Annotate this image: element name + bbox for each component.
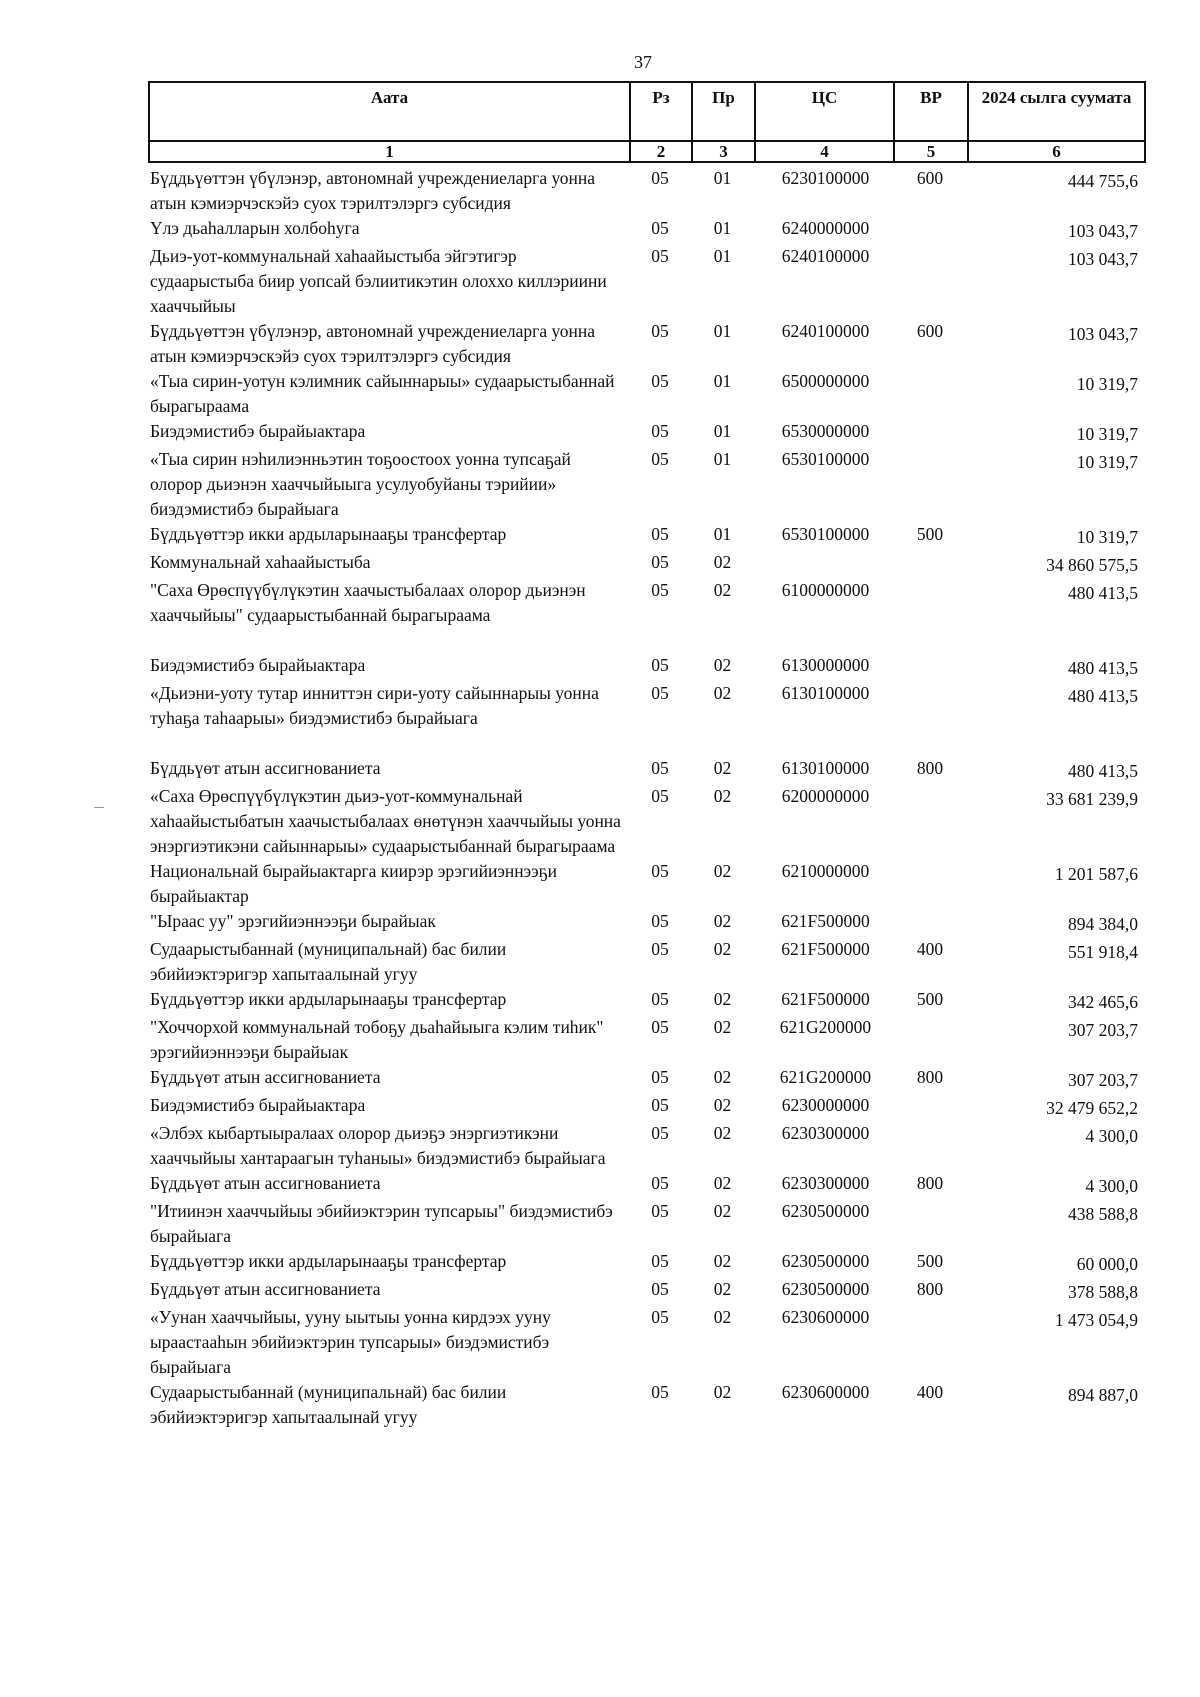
row-vr: 800: [916, 1067, 944, 1087]
row-rz: 05: [651, 449, 669, 469]
row-sum: 33 681 239,9: [1046, 789, 1138, 809]
row-cs: 6530100000: [781, 449, 870, 469]
row-cs: 621G200000: [779, 1017, 872, 1037]
row-sum: 444 755,6: [1068, 171, 1138, 191]
table-row: [148, 987, 1144, 1015]
row-rz: 05: [651, 246, 669, 266]
row-sum: 551 918,4: [1068, 942, 1138, 962]
row-vr: [893, 550, 967, 578]
column-header-rz: Рз: [630, 82, 692, 141]
row-rz: 05: [651, 1017, 669, 1037]
row-name: Судаарыстыбаннай (муниципальнай) бас билии эбийиэктэригэр хапытаалынай угуу: [150, 939, 507, 984]
row-vr: [893, 1093, 967, 1121]
row-name: «Дьиэни-уоту тутар инниттэн сири-уоту сайыннарыы уонна туһаҕа таһаарыы» биэдэмистибэ бырайыага: [150, 683, 599, 728]
table-row: [148, 784, 1144, 859]
row-vr: [893, 244, 967, 319]
row-pr: 02: [713, 1017, 732, 1037]
row-name: Бүддьүөт атын ассигнованиета: [150, 1067, 381, 1087]
row-sum: 34 860 575,5: [1046, 555, 1138, 575]
row-rz: 05: [651, 524, 669, 544]
table-row: [148, 1199, 1144, 1249]
row-rz: 05: [651, 1251, 669, 1271]
row-name: "Ыраас уу" эрэгийиэннээҕи бырайыак: [150, 911, 436, 931]
row-pr: 02: [713, 1067, 732, 1087]
row-rz: 05: [651, 1279, 669, 1299]
row-name: Бүддьүөттэр икки ардыларынааҕы трансфертар: [150, 524, 507, 544]
row-sum: 60 000,0: [1076, 1254, 1138, 1274]
table-row: [148, 1093, 1144, 1121]
row-name: Бүддьүөттэн үбүлэнэр, автономнай учреждениеларга уонна атын кэмиэрчэскэйэ суох тэрилтэлэргэ субсидия: [150, 321, 596, 366]
row-cs: 6200000000: [781, 786, 870, 806]
row-cs: 6230500000: [781, 1251, 870, 1271]
row-cs: 6230300000: [781, 1173, 870, 1193]
column-number: 5: [894, 141, 968, 162]
row-sum: 307 203,7: [1068, 1070, 1138, 1090]
row-vr: [893, 784, 967, 859]
table-row: [148, 578, 1144, 653]
row-vr: [893, 369, 967, 419]
table-row: [148, 1065, 1144, 1093]
row-name: Биэдэмистибэ бырайыактара: [150, 421, 366, 441]
row-vr: [893, 1305, 967, 1380]
row-name: Бүддьүөттэн үбүлэнэр, автономнай учреждениеларга уонна атын кэмиэрчэскэйэ суох тэрилтэлэргэ субсидия: [150, 168, 596, 213]
row-rz: 05: [651, 421, 669, 441]
column-header-name: Аата: [149, 82, 630, 141]
row-pr: 02: [713, 552, 732, 572]
row-rz: 05: [651, 655, 669, 675]
row-rz: 05: [651, 1201, 669, 1221]
row-pr: 02: [713, 1251, 732, 1271]
table-row: [148, 1277, 1144, 1305]
column-number-row: [149, 141, 1145, 162]
row-rz: 05: [651, 580, 669, 600]
row-cs: 621F500000: [781, 939, 870, 959]
row-name: Биэдэмистибэ бырайыактара: [150, 655, 366, 675]
row-pr: 02: [713, 786, 732, 806]
row-name: «Саха Өрөспүүбүлүкэтин дьиэ-уот-коммунальнай хаһаайыстыбатын хаачыстыбалаах өнөтүнэн хааччыйыы уонна энэргиэтикэни сайыннарыы» судаарыстыбаннай бырагыраама: [150, 786, 621, 856]
row-cs: 6130100000: [781, 758, 870, 778]
row-rz: 05: [651, 371, 669, 391]
row-pr: 02: [713, 1123, 732, 1143]
row-sum: 10 319,7: [1076, 424, 1138, 444]
table-row: [148, 319, 1144, 369]
row-sum: 4 300,0: [1085, 1176, 1138, 1196]
table-row: [148, 550, 1144, 578]
column-header-pr: Пр: [692, 82, 755, 141]
table-row: [148, 522, 1144, 550]
table-row: [148, 859, 1144, 909]
budget-table: [148, 166, 1144, 1430]
column-number: 6: [968, 141, 1145, 162]
row-sum: 10 319,7: [1076, 374, 1138, 394]
table-row: [148, 216, 1144, 244]
row-sum: 342 465,6: [1068, 992, 1138, 1012]
row-pr: 01: [713, 524, 732, 544]
row-pr: 02: [713, 989, 732, 1009]
column-header-vr: ВР: [894, 82, 968, 141]
row-name: «Тыа сирин нэһилиэнньэтин тоҕоостоох уонна тупсаҕай олорор дьиэнэн хааччыйыыга усулуобуйаны тэрийии» биэдэмистибэ бырайыага: [150, 449, 571, 519]
table-header: [148, 81, 1146, 163]
row-cs: 6230000000: [781, 1095, 870, 1115]
row-sum: 894 887,0: [1068, 1385, 1138, 1405]
row-sum: 10 319,7: [1076, 527, 1138, 547]
row-vr: [893, 1121, 967, 1171]
row-rz: 05: [651, 321, 669, 341]
row-vr: 400: [916, 1382, 944, 1402]
column-number: 3: [692, 141, 755, 162]
row-cs: 6500000000: [781, 371, 870, 391]
row-name: Бүддьүөт атын ассигнованиета: [150, 1279, 381, 1299]
row-cs: 6240100000: [781, 246, 870, 266]
row-cs: 6230300000: [781, 1123, 870, 1143]
row-sum: 103 043,7: [1068, 324, 1138, 344]
table-body: [148, 166, 1144, 1430]
table-row: [148, 653, 1144, 681]
table-row: [148, 1121, 1144, 1171]
row-sum: 10 319,7: [1076, 452, 1138, 472]
row-rz: 05: [651, 1173, 669, 1193]
row-sum: 894 384,0: [1068, 914, 1138, 934]
column-number: 2: [630, 141, 692, 162]
row-rz: 05: [651, 1095, 669, 1115]
table-row: [148, 447, 1144, 522]
row-rz: 05: [651, 218, 669, 238]
row-vr: [893, 681, 967, 756]
row-sum: 480 413,5: [1068, 761, 1138, 781]
row-vr: 800: [916, 1279, 944, 1299]
row-vr: 500: [916, 1251, 944, 1271]
row-vr: [893, 216, 967, 244]
row-cs: 6230100000: [781, 168, 870, 188]
row-pr: 02: [713, 758, 732, 778]
row-name: "Итиинэн хааччыйыы эбийиэктэрин тупсарыы" биэдэмистибэ бырайыага: [150, 1201, 613, 1246]
row-name: Бүддьүөттэр икки ардыларынааҕы трансфертар: [150, 989, 507, 1009]
row-rz: 05: [651, 552, 669, 572]
row-rz: 05: [651, 861, 669, 881]
row-sum: 480 413,5: [1068, 658, 1138, 678]
row-cs: 6230600000: [781, 1382, 870, 1402]
table-row: [148, 369, 1144, 419]
row-sum: 103 043,7: [1068, 249, 1138, 269]
row-rz: 05: [651, 989, 669, 1009]
row-vr: 600: [916, 321, 944, 341]
row-rz: 05: [651, 1382, 669, 1402]
row-rz: 05: [651, 939, 669, 959]
table-row: [148, 937, 1144, 987]
row-rz: 05: [651, 168, 669, 188]
row-vr: [893, 447, 967, 522]
row-pr: 01: [713, 218, 732, 238]
column-number: 4: [755, 141, 894, 162]
row-pr: 02: [713, 939, 732, 959]
row-name: "Хоччорхой коммунальнай тобоҕу дьаһайыыга кэлим тиһик" эрэгийиэннээҕи бырайыак: [150, 1017, 604, 1062]
row-name: Коммунальнай хаһаайыстыба: [150, 552, 371, 572]
row-rz: 05: [651, 758, 669, 778]
margin-mark: [94, 807, 104, 808]
row-pr: 02: [713, 861, 732, 881]
row-vr: 500: [916, 989, 944, 1009]
row-cs: 621G200000: [779, 1067, 872, 1087]
row-cs: 6230500000: [781, 1279, 870, 1299]
row-sum: 438 588,8: [1068, 1204, 1138, 1224]
row-pr: 01: [713, 421, 732, 441]
row-pr: 02: [713, 1307, 732, 1327]
table-row: [148, 1015, 1144, 1065]
row-rz: 05: [651, 1123, 669, 1143]
row-rz: 05: [651, 1307, 669, 1327]
row-cs: 6230600000: [781, 1307, 870, 1327]
row-name: Бүддьүөт атын ассигнованиета: [150, 1173, 381, 1193]
table-row: [148, 1249, 1144, 1277]
row-pr: 02: [713, 655, 732, 675]
row-name: Бүддьүөт атын ассигнованиета: [150, 758, 381, 778]
page-number: 37: [634, 52, 652, 72]
row-sum: 1 473 054,9: [1054, 1310, 1138, 1330]
row-cs: 6130000000: [781, 655, 870, 675]
row-pr: 01: [713, 321, 732, 341]
row-vr: [893, 859, 967, 909]
row-vr: [893, 909, 967, 937]
row-vr: 500: [916, 524, 944, 544]
row-pr: 01: [713, 168, 732, 188]
row-pr: 02: [713, 1279, 732, 1299]
column-header-sum: 2024 сылга суумата: [968, 82, 1145, 141]
table-row: [148, 681, 1144, 756]
row-sum: 4 300,0: [1085, 1126, 1138, 1146]
row-cs: 621F500000: [781, 911, 870, 931]
row-vr: [893, 653, 967, 681]
table-row: [148, 419, 1144, 447]
row-pr: 02: [713, 1095, 732, 1115]
row-vr: [893, 578, 967, 653]
row-sum: 480 413,5: [1068, 686, 1138, 706]
row-name: Бүддьүөттэр икки ардыларынааҕы трансфертар: [150, 1251, 507, 1271]
row-cs: [754, 550, 893, 578]
row-cs: 6130100000: [781, 683, 870, 703]
row-cs: 6100000000: [781, 580, 870, 600]
row-name: «Элбэх кыбартыыралаах олорор дьиэҕэ энэргиэтикэни хааччыйыы хантараагын туһаныы» биэдэмистибэ бырайыага: [150, 1123, 606, 1168]
row-name: Судаарыстыбаннай (муниципальнай) бас билии эбийиэктэригэр хапытаалынай угуу: [150, 1382, 507, 1427]
row-vr: 800: [916, 758, 944, 778]
row-pr: 02: [713, 1382, 732, 1402]
row-name: Биэдэмистибэ бырайыактара: [150, 1095, 366, 1115]
row-cs: 6240100000: [781, 321, 870, 341]
column-header-cs: ЦС: [755, 82, 894, 141]
row-pr: 01: [713, 449, 732, 469]
row-cs: 6530100000: [781, 524, 870, 544]
table-row: [148, 166, 1144, 216]
row-vr: [893, 1199, 967, 1249]
row-pr: 02: [713, 1201, 732, 1221]
row-name: Үлэ дьаһалларын холбоһуга: [150, 218, 360, 238]
row-vr: 600: [916, 168, 944, 188]
row-name: "Саха Өрөспүүбүлүкэтин хаачыстыбалаах олорор дьиэнэн хааччыйыы" судаарыстыбаннай бырагыраама: [150, 580, 586, 625]
row-name: «Уунан хааччыйыы, ууну ыытыы уонна кирдээх ууну ыраастааһын эбийиэктэрин тупсарыы» биэдэмистибэ бырайыага: [150, 1307, 551, 1377]
column-number: 1: [149, 141, 630, 162]
row-cs: 6230500000: [781, 1201, 870, 1221]
row-sum: 480 413,5: [1068, 583, 1138, 603]
row-sum: 32 479 652,2: [1046, 1098, 1138, 1118]
row-sum: 307 203,7: [1068, 1020, 1138, 1040]
row-cs: 6530000000: [781, 421, 870, 441]
row-vr: [893, 419, 967, 447]
table-row: [148, 244, 1144, 319]
row-cs: 6240000000: [781, 218, 870, 238]
row-sum: 103 043,7: [1068, 221, 1138, 241]
row-cs: 621F500000: [781, 989, 870, 1009]
column-header-row: [149, 82, 1145, 141]
table-row: [148, 756, 1144, 784]
row-rz: 05: [651, 683, 669, 703]
row-name: «Тыа сирин-уотун кэлимник сайыннарыы» судаарыстыбаннай бырагыраама: [150, 371, 615, 416]
row-pr: 02: [713, 911, 732, 931]
row-cs: 6210000000: [781, 861, 870, 881]
table-row: [148, 1305, 1144, 1380]
row-sum: 378 588,8: [1068, 1282, 1138, 1302]
table-row: [148, 1380, 1144, 1430]
row-vr: [893, 1015, 967, 1065]
row-rz: 05: [651, 1067, 669, 1087]
row-name: Дьиэ-уот-коммунальнай хаһаайыстыба эйгэтигэр судаарыстыба биир уопсай бэлиитикэтин олоххо киллэриини хааччыйыы: [150, 246, 607, 316]
row-pr: 02: [713, 1173, 732, 1193]
table-row: [148, 1171, 1144, 1199]
table-row: [148, 909, 1144, 937]
row-sum: 1 201 587,6: [1054, 864, 1138, 884]
row-rz: 05: [651, 911, 669, 931]
row-vr: 800: [916, 1173, 944, 1193]
row-pr: 02: [713, 683, 732, 703]
row-pr: 01: [713, 371, 732, 391]
row-rz: 05: [651, 786, 669, 806]
row-vr: 400: [916, 939, 944, 959]
row-pr: 02: [713, 580, 732, 600]
row-pr: 01: [713, 246, 732, 266]
row-name: Национальнай бырайыактарга киирэр эрэгийиэннээҕи бырайыактар: [150, 861, 557, 906]
